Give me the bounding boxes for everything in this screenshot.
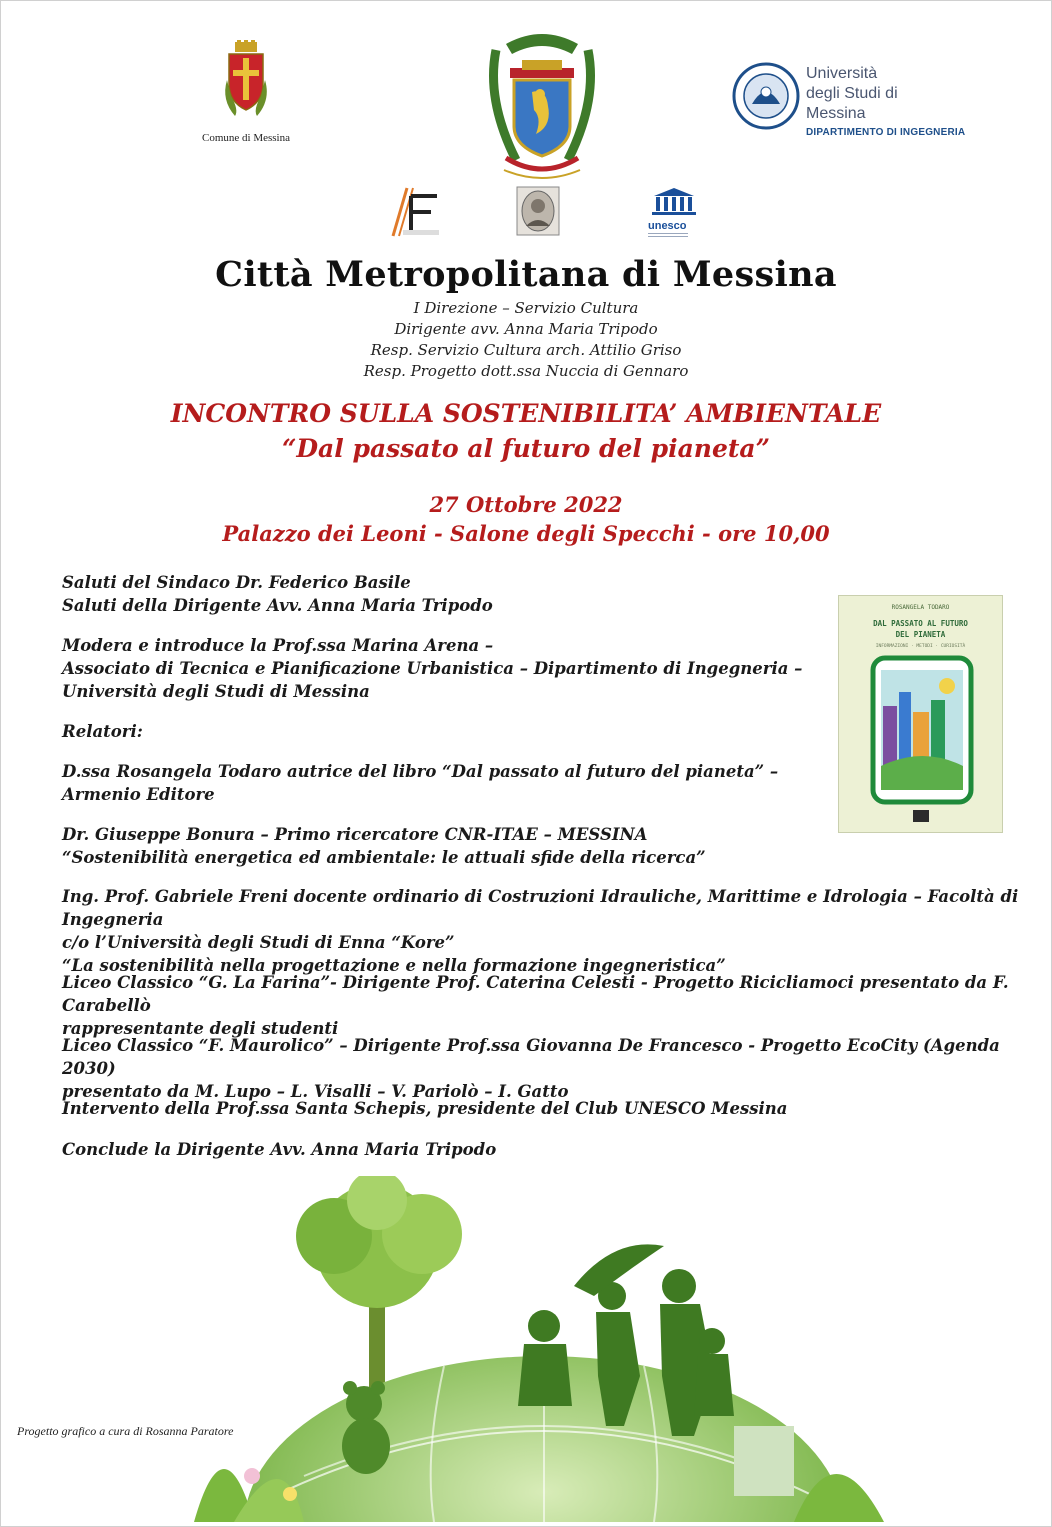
comune-caption: Comune di Messina — [202, 132, 290, 144]
comune-di-messina-logo — [186, 40, 306, 152]
page-title: Città Metropolitana di Messina — [215, 254, 837, 295]
book-cover — [838, 595, 1003, 833]
university-name-line: Università — [806, 65, 878, 82]
university-name — [806, 64, 898, 124]
subtitle-line: Resp. Progetto dott.ssa Nuccia di Gennaro — [363, 362, 689, 380]
program-line: Ing. Prof. Gabriele Freni docente ordinario di Costruzioni Idrauliche, Marittime e Idrologia – Facoltà di Ingegneria — [62, 887, 1019, 929]
event-subheading: “Dal passato al futuro del pianeta” — [282, 434, 770, 463]
program-line: Saluti della Dirigente Avv. Anna Maria Tripodo — [62, 596, 493, 615]
subtitle-line: Dirigente avv. Anna Maria Tripodo — [394, 320, 658, 338]
program-block — [62, 885, 1042, 977]
unesco-fine-print — [648, 233, 688, 239]
unesco-label: unesco — [648, 220, 687, 232]
liceo-la-farina-logo — [385, 186, 443, 238]
program-line: presentato da M. Lupo – L. Visalli – V. Pariolò – I. Gatto — [62, 1082, 569, 1101]
subtitle-line: Resp. Servizio Cultura arch. Attilio Griso — [370, 341, 682, 359]
program-line: Liceo Classico “G. La Farina”- Dirigente Prof. Caterina Celesti - Progetto Ricicliamoci presentato da F. Carabellò — [62, 973, 1009, 1015]
event-venue: Palazzo dei Leoni - Salone degli Specchi - ore 10,00 — [222, 521, 830, 546]
program-line: Intervento della Prof.ssa Santa Schepis, presidente del Club UNESCO Messina — [62, 1099, 788, 1118]
university-name-line: degli Studi di — [806, 85, 898, 102]
program-line: “Sostenibilità energetica ed ambientale: le attuali sfide della ricerca” — [62, 848, 706, 867]
book-title-line: DEL PIANETA — [895, 630, 946, 639]
program-block — [62, 1034, 1042, 1103]
program-line: “La sostenibilità nella progettazione e nella formazione ingegneristica” — [62, 956, 726, 975]
universita-messina-logo — [730, 56, 970, 146]
program-line: Università degli Studi di Messina — [62, 682, 370, 701]
book-title-line: DAL PASSATO AL FUTURO — [873, 619, 968, 628]
event-heading: INCONTRO SULLA SOSTENIBILITA’ AMBIENTALE — [170, 399, 882, 428]
event-date: 27 Ottobre 2022 — [429, 492, 623, 517]
graphic-design-credit: Progetto grafico a cura di Rosanna Paratore — [17, 1424, 234, 1438]
program-line: rappresentante degli studenti — [62, 1019, 339, 1038]
portrait-medallion — [516, 186, 560, 236]
book-author: ROSANGELA TODARO — [891, 604, 950, 611]
program-block — [62, 971, 1042, 1040]
program-block — [62, 1097, 1042, 1120]
book-illustration — [839, 596, 1002, 832]
program-block — [62, 1138, 1042, 1161]
program-line: c/o l’Università degli Studi di Enna “Kore” — [62, 933, 455, 952]
program-line: Relatori: — [62, 722, 143, 741]
program-line: Liceo Classico “F. Maurolico” – Dirigente Prof.ssa Giovanna De Francesco - Progetto EcoCity (Agenda 2030) — [62, 1036, 1000, 1078]
unesco-club-logo — [648, 186, 700, 236]
portrait-icon — [516, 186, 560, 236]
book-tagline: INFORMAZIONI · METODI · CURIOSITÀ — [875, 644, 966, 649]
university-seal-icon — [732, 62, 800, 130]
program-line: Saluti del Sindaco Dr. Federico Basile — [62, 573, 411, 592]
university-department: DIPARTIMENTO DI INGEGNERIA — [806, 127, 966, 138]
eco-children-globe-illustration — [194, 1176, 884, 1522]
program-line: D.ssa Rosangela Todaro autrice del libro “Dal passato al futuro del pianeta” – — [62, 762, 779, 781]
program-line: Conclude la Dirigente Avv. Anna Maria Tripodo — [62, 1140, 497, 1159]
coat-of-arms-icon — [476, 30, 608, 186]
program-line: Modera e introduce la Prof.ssa Marina Arena – — [62, 636, 494, 655]
unesco-temple-icon — [648, 186, 700, 216]
program-line: Armenio Editore — [62, 785, 215, 804]
subtitle-line: I Direzione – Servizio Cultura — [413, 299, 639, 317]
program-line: Dr. Giuseppe Bonura – Primo ricercatore CNR-ITAE – MESSINA — [62, 825, 648, 844]
university-name-line: Messina — [806, 105, 866, 122]
province-coat-of-arms — [476, 30, 608, 186]
messina-crest-icon — [221, 40, 271, 126]
farina-logo-icon — [385, 186, 443, 238]
program-line: Associato di Tecnica e Pianificazione Urbanistica – Dipartimento di Ingegneria – — [62, 659, 803, 678]
